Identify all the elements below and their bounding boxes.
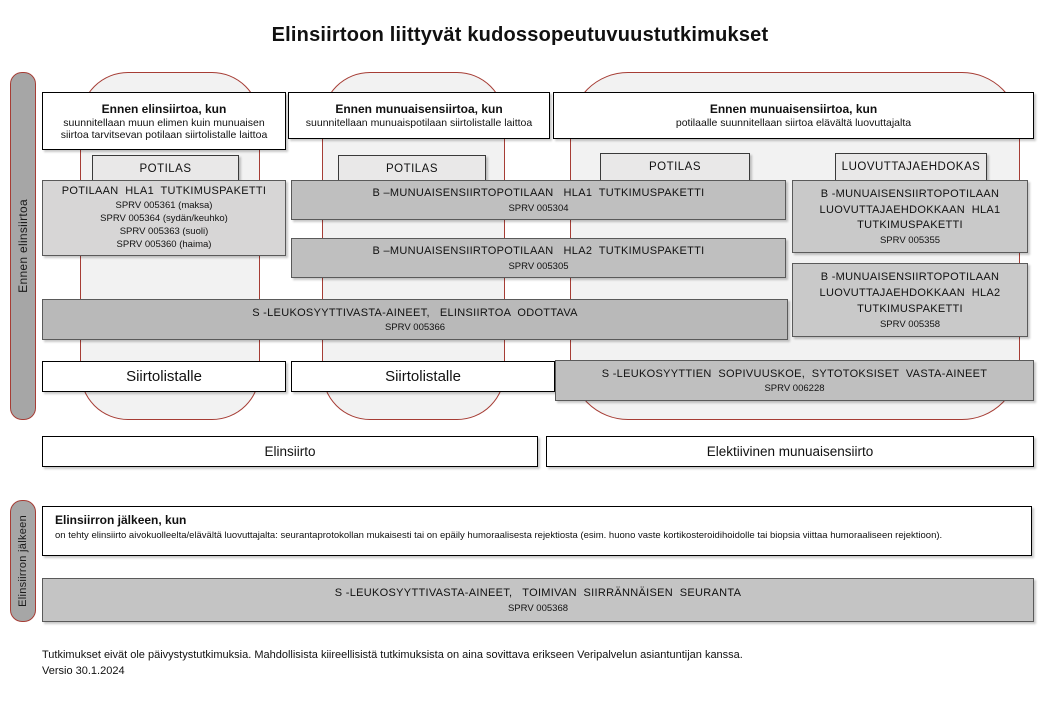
- donor-hla2-package-code: SPRV 005358: [879, 318, 941, 330]
- side-label-after-text: Elinsiirron jälkeen: [17, 515, 29, 607]
- siirtolistalle-text-2: Siirtolistalle: [385, 368, 461, 385]
- side-label-text: Ennen elinsiirtoa: [16, 199, 30, 293]
- siirtolistalle-box-1: [42, 361, 286, 392]
- col1-header-title: Ennen elinsiirtoa, kun: [101, 101, 227, 116]
- siirtolistalle-box-2: [291, 361, 555, 392]
- donor-hla2-package-title: B -MUNUAISENSIIRTOPOTILAAN LUOVUTTAJAEHDOKKAAN HLA2 TUTKIMUSPAKETTI: [819, 271, 1004, 315]
- crossmatch-code: SPRV 006228: [764, 383, 825, 395]
- b-hla1-package-box: [291, 180, 786, 220]
- elektiivinen-munuaisensiirto-text: Elektiivinen munuaisensiirto: [706, 444, 874, 459]
- after-header-sub: on tehty elinsiirto aivokuolleelta/elävältä luovuttajalta: seurantaprotokollan mukaisesti tai on epäily humoraalisesta rejektiosta (esim. huono vaste kortikosteroidihoidolle tai biopsia viittaa humoraaliseen rejektioon).: [55, 530, 943, 541]
- col1-code-maksa: SPRV 005361 (maksa): [115, 200, 213, 212]
- side-label-elinsiirron-jalkeen: [10, 500, 36, 622]
- footer-line1: Tutkimukset eivät ole päivystystutkimuksia. Mahdollisista kiireellisistä tutkimuksista on aina sovittava erikseen Veripalvelun asiantuntijan kanssa.: [42, 649, 743, 661]
- b-hla2-package-code: SPRV 005305: [508, 260, 569, 272]
- siirtolistalle-text-1: Siirtolistalle: [126, 368, 202, 385]
- col3-potilas-text: POTILAS: [648, 161, 702, 173]
- after-header: [42, 506, 1032, 556]
- col2-header-sub: suunnitellaan munuaispotilaan siirtolistalle laittoa: [305, 117, 533, 129]
- leuko-antibodies-waiting-box: [42, 299, 788, 340]
- col1-hla1-package-codes: [100, 200, 228, 251]
- donor-hla1-package-box: [792, 180, 1028, 253]
- col1-potilas-label: [92, 155, 239, 182]
- col3-header: [553, 92, 1034, 139]
- col2-potilas-text: POTILAS: [385, 162, 439, 175]
- col1-code-sydan-keuhko: SPRV 005364 (sydän/keuhko): [100, 213, 228, 225]
- elinsiirto-text: Elinsiirto: [264, 444, 316, 459]
- col1-code-suoli: SPRV 005363 (suoli): [119, 225, 209, 237]
- col3-header-sub: potilaalle suunnitellaan siirtoa elävältä luovuttajalta: [675, 117, 912, 129]
- col3-luovuttajaehdokas-label: [835, 153, 987, 181]
- b-hla2-package-title: B –MUNUAISENSIIRTOPOTILAAN HLA2 TUTKIMUSPAKETTI: [372, 245, 705, 258]
- monitoring-title: S -LEUKOSYYTTIVASTA-AINEET, TOIMIVAN SIIRRÄNNÄISEN SEURANTA: [334, 587, 742, 600]
- col2-header-title: Ennen munuaisensiirtoa, kun: [335, 102, 503, 116]
- donor-hla1-package-code: SPRV 005355: [879, 235, 941, 247]
- after-header-title: Elinsiirron jälkeen, kun: [55, 513, 187, 527]
- b-hla1-package-code: SPRV 005304: [508, 202, 569, 214]
- donor-hla2-package-box: [792, 263, 1028, 337]
- col1-header: [42, 92, 286, 150]
- crossmatch-box: [555, 360, 1034, 401]
- b-hla2-package-box: [291, 238, 786, 278]
- monitoring-box: [42, 578, 1034, 622]
- donor-hla1-package-title: B -MUNUAISENSIIRTOPOTILAAN LUOVUTTAJAEHDOKKAAN HLA1 TUTKIMUSPAKETTI: [819, 187, 1004, 232]
- elinsiirto-box: [42, 436, 538, 467]
- col2-header: [288, 92, 550, 139]
- col2-potilas-label: [338, 155, 486, 182]
- crossmatch-title: S -LEUKOSYYTTIEN SOPIVUUSKOE, SYTOTOKSISET VASTA-AINEET: [601, 367, 988, 380]
- col3-luovuttajaehdokas-text: LUOVUTTAJAEHDOKAS: [841, 161, 981, 173]
- elektiivinen-munuaisensiirto-box: [546, 436, 1034, 467]
- col1-code-haima: SPRV 005360 (haima): [116, 238, 212, 250]
- b-hla1-package-title: B –MUNUAISENSIIRTOPOTILAAN HLA1 TUTKIMUSPAKETTI: [372, 187, 705, 200]
- col3-potilas-label: [600, 153, 750, 181]
- col1-header-sub: suunnitellaan muun elimen kuin munuaisen siirtoa tarvitsevan potilaan siirtolistalle laittoa: [60, 116, 268, 141]
- col1-hla1-package-box: [42, 180, 286, 256]
- leuko-antibodies-waiting-title: S -LEUKOSYYTTIVASTA-AINEET, ELINSIIRTOA ODOTTAVA: [252, 306, 578, 319]
- col1-hla1-package-title: POTILAAN HLA1 TUTKIMUSPAKETTI: [61, 185, 267, 198]
- side-label-ennen-elinsiirtoa: [10, 72, 36, 420]
- leuko-antibodies-waiting-code: SPRV 005366: [384, 322, 446, 334]
- col1-potilas-text: POTILAS: [139, 162, 192, 175]
- monitoring-code: SPRV 005368: [507, 602, 569, 614]
- page-title: Elinsiirtoon liittyvät kudossopeutuvuustutkimukset: [271, 24, 769, 46]
- footer-note: [42, 648, 743, 680]
- footer-version: Versio 30.1.2024: [42, 664, 125, 677]
- col3-header-title: Ennen munuaisensiirtoa, kun: [709, 102, 878, 116]
